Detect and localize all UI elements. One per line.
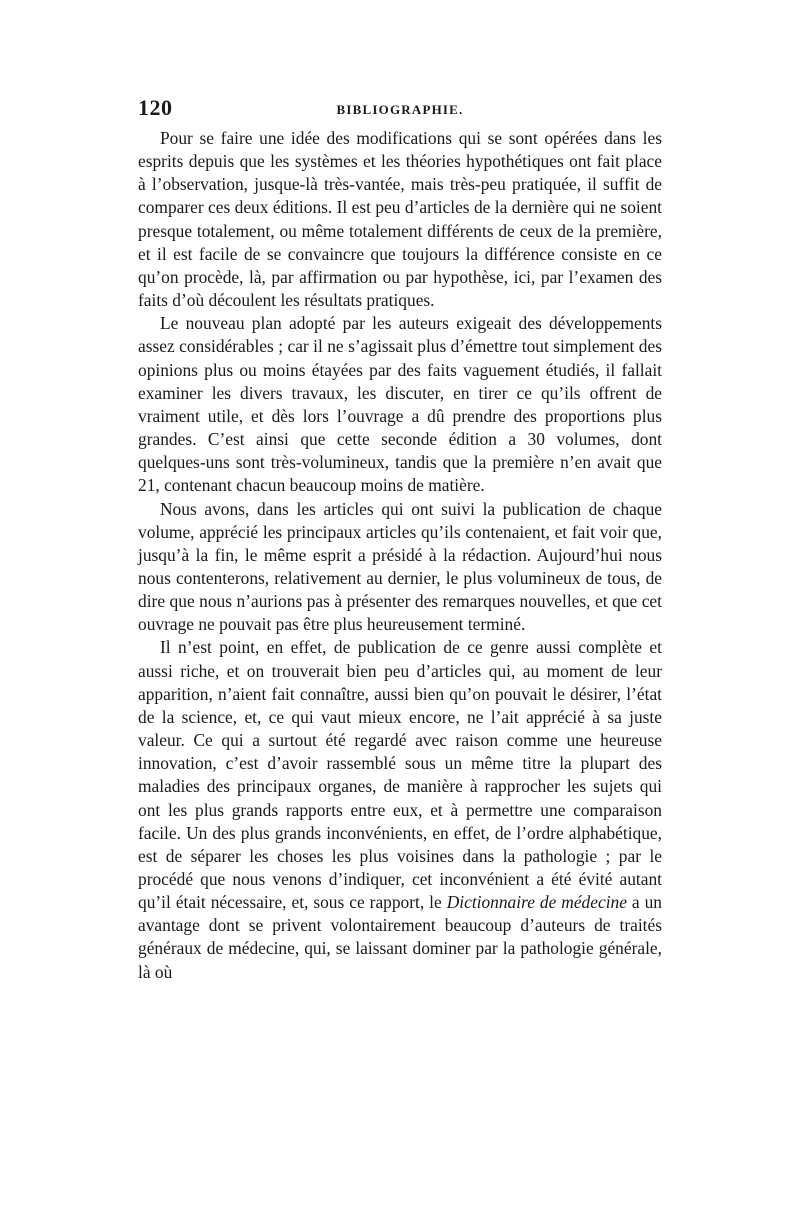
body-text bbox=[138, 127, 662, 984]
paragraph-3: Nous avons, dans les articles qui ont suivi la publication de chaque volume, apprécié les principaux articles qu’ils contenaient, et fait voir que, jusqu’à la fin, le même esprit a présidé à la rédaction. Aujourd’hui nous nous contenterons, relativement au dernier, le plus volumineux de tous, de dire que nous n’aurions pas à présenter des remarques nouvelles, et que cet ouvrage ne pouvait pas être plus heureusement terminé. bbox=[138, 498, 662, 635]
paragraph-4-text-before: Il n’est point, en effet, de publication de ce genre aussi complète et aussi riche, et on trouverait bien peu d’articles qui, au moment de leur apparition, n’aient fait connaître, aussi bien qu’on pouvait le désirer, l’état de la science, et, ce qui vaut mieux encore, ne l’ait apprécié à sa juste valeur. Ce qui a surtout été regardé avec raison comme une heureuse innovation, c’est d’avoir rassemblé sous un même titre la plupart des maladies des principaux organes, de manière à rapprocher les sujets qui ont les plus grands rapports entre eux, et à permettre une comparaison facile. Un des plus grands inconvénients, en effet, de l’ordre alphabétique, est de séparer les choses les plus voisines dans la pathologie ; par le procédé que nous venons d’indiquer, cet inconvénient a été évité autant qu’il était nécessaire, et, sous ce rapport, le bbox=[138, 637, 662, 913]
page-header bbox=[138, 95, 662, 125]
paragraph-2: Le nouveau plan adopté par les auteurs exigeait des développements assez considérables ; car il ne s’agissait plus d’émettre tout simplement des opinions plus ou moins étayées par des faits vaguement étudiés, il fallait examiner les divers travaux, les discuter, en tirer ce qu’ils offrent de vraiment utile, et dès lors l’ouvrage a dû prendre des proportions plus grandes. C’est ainsi que cette seconde édition a 30 volumes, dont quelques-uns sont très-volumineux, tandis que la première n’en avait que 21, contenant chacun beaucoup moins de matière. bbox=[138, 313, 662, 496]
running-title: BIBLIOGRAPHIE. bbox=[336, 102, 464, 117]
paragraph-1: Pour se faire une idée des modifications qui se sont opérées dans les esprits depuis que les systèmes et les théories hypothétiques ont fait place à l’observation, jusque-là très-vantée, mais très-peu pratiquée, il suffit de comparer ces deux éditions. Il est peu d’articles de la dernière qui ne soient presque totalement, ou même totalement différents de ceux de la première, et il est facile de se convaincre que toujours la différence consiste en ce qu’on procède, là, par affirmation ou par hypothèse, ici, par l’examen des faits d’où découlent les résultats pratiques. bbox=[138, 128, 662, 311]
paragraph-4-text-after: a un avantage dont se privent volontairement beaucoup d’auteurs de traités généraux de médecine, qui, se laissant dominer par la pathologie générale, là où bbox=[138, 892, 663, 982]
paragraph-4 bbox=[138, 636, 662, 983]
page-number: 120 bbox=[138, 95, 173, 120]
dictionary-title-italic: Dictionnaire de médecine bbox=[446, 892, 627, 913]
book-page bbox=[138, 95, 662, 984]
